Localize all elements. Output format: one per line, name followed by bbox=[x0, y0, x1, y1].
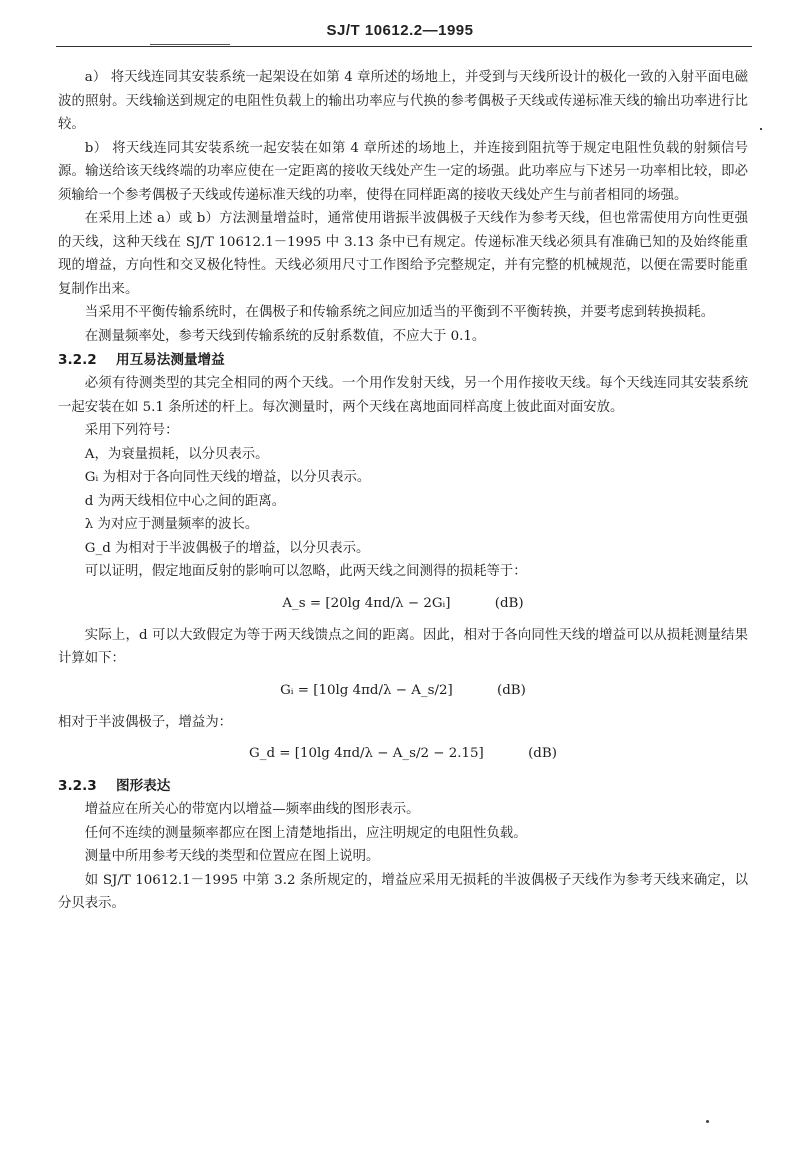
formula-expression: A_s = [20lg 4πd/λ − 2Gᵢ] bbox=[282, 595, 451, 611]
scan-dot bbox=[706, 1120, 709, 1123]
paragraph-reciprocity: 必须有待测类型的其完全相同的两个天线。一个用作发射天线，另一个用作接收天线。每个天线连同其安装系统一起安装在如 5.1 条所述的杆上。每次测量时，两个天线在离地面同样高度上彼此面对面安放。 bbox=[58, 376, 748, 415]
formula-isotropic-gain bbox=[58, 671, 748, 711]
page-header-code: SJ/T 10612.2—1995 bbox=[326, 22, 474, 39]
symbol-definition: G_d 为相对于半波偶极子的增益，以分贝表示。 bbox=[84, 540, 370, 556]
paragraph-reflection: 在测量频率处，参考天线到传输系统的反射系数值，不应大于 0.1。 bbox=[84, 328, 486, 344]
formula-unit: (dB) bbox=[497, 682, 526, 698]
body-text bbox=[58, 66, 748, 916]
section-number: 3.2.3 bbox=[58, 778, 97, 794]
section-title: 用互易法测量增益 bbox=[116, 352, 225, 368]
formula-unit: (dB) bbox=[528, 746, 557, 761]
symbol-definition: Gᵢ 为相对于各向同性天线的增益，以分贝表示。 bbox=[84, 470, 371, 485]
formula-dipole-gain bbox=[58, 734, 748, 774]
section-number: 3.2.2 bbox=[58, 352, 97, 368]
formula-loss bbox=[58, 584, 748, 624]
formula-unit: (dB) bbox=[494, 595, 524, 611]
scan-mark bbox=[150, 44, 230, 45]
paragraph-dipole-gain: 相对于半波偶极子，增益为： bbox=[58, 714, 233, 730]
paragraph-symbols-intro: 采用下列符号： bbox=[84, 423, 179, 438]
paragraph-a: a） 将天线连同其安装系统一起架设在如第 4 章所述的场地上，并受到与天线所设计的极化一致的入射平面电磁波的照射。天线输送到规定的电阻性负载上的输出功率应与代换的参考偶极子天线或传递标准天线的输出功率进行比较。 bbox=[58, 70, 748, 132]
paragraph-discontinuous: 任何不连续的测量频率都应在图上清楚地指出，应注明规定的电阻性负载。 bbox=[84, 825, 527, 841]
paragraph-graph: 增益应在所关心的带宽内以增益—频率曲线的图形表示。 bbox=[84, 802, 420, 817]
section-heading-3-2-3 bbox=[58, 774, 748, 798]
paragraph-dipole-reference: 如 SJ/T 10612.1－1995 中第 3.2 条所规定的，增益应采用无损耗的半波偶极子天线作为参考天线来确定，以分贝表示。 bbox=[58, 872, 748, 911]
paragraph-reference-type: 测量中所用参考天线的类型和位置应在图上说明。 bbox=[84, 849, 380, 864]
paragraph-balun: 当采用不平衡传输系统时，在偶极子和传输系统之间应加适当的平衡到不平衡转换，并要考虑到转换损耗。 bbox=[84, 305, 715, 320]
symbol-definition: d 为两天线相位中心之间的距离。 bbox=[84, 493, 286, 509]
formula-expression: Gᵢ = [10lg 4πd/λ − A_s/2] bbox=[280, 682, 453, 698]
section-title: 图形表达 bbox=[116, 778, 171, 794]
paragraph-distance: 实际上，d 可以大致假定为等于两天线馈点之间的距离。因此，相对于各向同性天线的增益可以从损耗测量结果计算如下： bbox=[58, 627, 748, 666]
header-rule bbox=[56, 46, 752, 47]
section-heading-3-2-2 bbox=[58, 348, 748, 372]
paragraph-b: b） 将天线连同其安装系统一起安装在如第 4 章所述的场地上，并连接到阻抗等于规定电阻性负载的射频信号源。输送给该天线终端的功率应使在一定距离的接收天线处产生一定的场强。此功率应与下述另一功率相比较，即必须输给一个参考偶极子天线或传递标准天线的功率，使得在同样距离的接收天线处产生与前者相同的场强。 bbox=[58, 140, 748, 203]
paragraph-loss-proof: 可以证明，假定地面反射的影响可以忽略，此两天线之间测得的损耗等于： bbox=[84, 564, 527, 579]
symbol-definition: A，为衰量损耗，以分贝表示。 bbox=[84, 446, 269, 462]
paragraph-reference-antenna: 在采用上述 a）或 b）方法测量增益时，通常使用谐振半波偶极子天线作为参考天线，但也常需使用方向性更强的天线，这种天线在 SJ/T 10612.1－1995 中 3.13 条中已有规定。传递标准天线必须具有准确已知的及始终能重现的增益，方向性和交叉极化特性。天线必须用尺寸工作图给予完整规定，并有完整的机械规范，以便在需要时能重复制作出来。 bbox=[58, 211, 748, 297]
formula-expression: G_d = [10lg 4πd/λ − A_s/2 − 2.15] bbox=[249, 746, 484, 761]
scan-dot bbox=[760, 128, 762, 130]
symbol-definition: λ 为对应于测量频率的波长。 bbox=[84, 517, 259, 532]
